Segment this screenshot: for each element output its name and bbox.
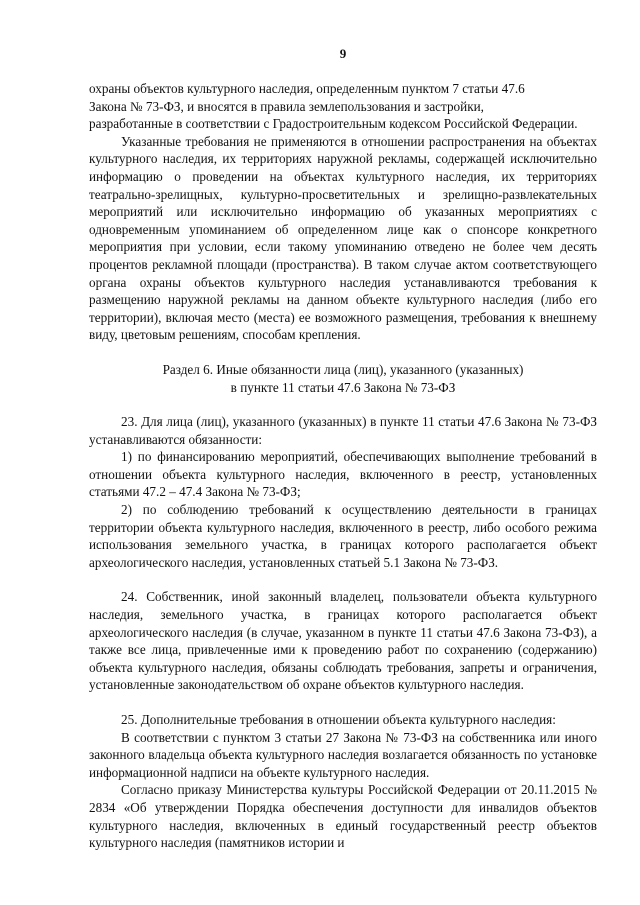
spacer: [89, 694, 597, 711]
page-content: [89, 80, 597, 852]
paragraph-continuation: разработанные в соответствии с Градостроительным кодексом Российской Федерации.: [89, 116, 578, 132]
paragraph-line: охраны объектов культурного наследия, определенным пунктом 7 статьи 47.6: [89, 81, 525, 96]
paragraph-24: 24. Собственник, иной законный владелец, пользователи объекта культурного наследия, земельного участка, в границах которого располагается объект археологического наследия (в случае, указанном в пункте 11 статьи 47.6 Закона 73-ФЗ), а также все лица, привлеченные ими к проведению работ по сохранению (содержанию) объекта культурного наследия, обязаны соблюдать требования, запреты и ограничения, установленные законодательством об охране объектов культурного наследия.: [89, 589, 597, 693]
paragraph-line: Закона № 73-ФЗ, и вносятся в правила землепользования и застройки,: [89, 98, 484, 114]
spacer: [89, 571, 597, 588]
spacer: [89, 396, 597, 413]
section-heading-line-2: в пункте 11 статьи 47.6 Закона № 73-ФЗ: [230, 379, 456, 395]
section-heading-line-1: Раздел 6. Иные обязанности лица (лиц), указанного (указанных): [162, 361, 524, 377]
paragraph-advertising-exception: Указанные требования не применяются в отношении распространения на объектах культурного наследия, их территориях наружной рекламы, содержащей исключительно информацию о проведении на объектах культурного наследия, их территориях театрально-зрелищных, культурно-просветительных и зрелищно-развлекательных мероприятий или исключительно информацию об указанных мероприятиях с одновременным упоминанием об определенном лице как о спонсоре конкретного мероприятия при условии, если такому упоминанию отведено не более чем десять процентов рекламной площади (пространства). В таком случае актом соответствующего органа охраны объектов культурного наследия устанавливаются требования к размещению наружной рекламы на данном объекте культурного наследия (либо его территории), включая место (места) ее возможного размещения, требования к внешнему виду, цветовым решениям, способам крепления.: [89, 133, 597, 343]
paragraph-25-inscription: В соответствии с пунктом 3 статьи 27 Закона № 73-ФЗ на собственника или иного законного владельца объекта культурного наследия возлагается обязанность по установке информационной надписи на объекте культурного наследия.: [89, 729, 597, 780]
paragraph-25: 25. Дополнительные требования в отношении объекта культурного наследия:: [121, 712, 556, 727]
paragraph-23-item-1: 1) по финансированию мероприятий, обеспечивающих выполнение требований в отношении объекта культурного наследия, включенного в реестр, установленных статьями 47.2 – 47.4 Закона № 73-ФЗ;: [89, 449, 597, 500]
spacer: [89, 344, 597, 361]
page-number: 9: [339, 46, 347, 61]
paragraph-23-item-2: 2) по соблюдению требований к осуществлению деятельности в границах территории объекта культурного наследия, включенного в реестр, либо особого режима использования земельного участка, в границах которого располагается объект археологического наследия, установленных статьей 5.1 Закона № 73-ФЗ.: [89, 502, 597, 570]
paragraph-23: 23. Для лица (лиц), указанного (указанных) в пункте 11 статьи 47.6 Закона № 73-ФЗ устанавливаются обязанности:: [89, 414, 597, 447]
paragraph-25-order: Согласно приказу Министерства культуры Российской Федерации от 20.11.2015 № 2834 «Об утверждении Порядка обеспечения доступности для инвалидов объектов культурного наследия, включенных в единый государственный реестр объектов культурного наследия (памятников истории и: [89, 782, 597, 851]
